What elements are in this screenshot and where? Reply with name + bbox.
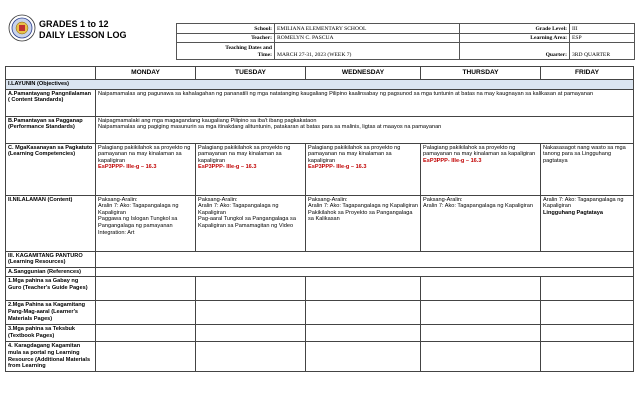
sanggunian-empty [96,267,634,277]
layunin-row [6,80,634,90]
teacher-label: Teacher: [177,33,275,43]
gabay-row [6,277,634,301]
empty-cell [196,277,306,301]
dll-title [39,19,127,41]
empty-cell [96,277,196,301]
kasanayan-tuesday [196,143,306,195]
nilalaman-label: II.NILALAMAN (Content) [6,195,96,251]
nilalaman-wednesday [306,195,421,251]
empty-cell [306,277,421,301]
competency-code: EsP3PPP- IIIe-g – 16.3 [308,164,367,171]
day-thursday: THURSDAY [421,67,541,80]
info-table [176,23,635,60]
grade-label: Grade Level: [460,24,570,34]
school-label: School: [177,24,275,34]
pagganap-text [96,116,634,143]
nilalaman-row [6,195,634,251]
kasanayan-text: Palagiang pakikilahok sa proyekto ng pamayanan na may kinalaman sa kapaligiran [198,144,291,164]
kagamitang-row [6,251,634,267]
kasanayan-thursday [421,143,541,195]
empty-cell [96,301,196,325]
nilalaman-line: Aralin 7: Ako: Tagapangalaga ng Kapaligiran [198,203,279,216]
quarter-value: 3RD QUARTER [570,43,635,60]
dates-label-1: Teaching Dates and [225,45,272,51]
title-line-2: DAILY LESSON LOG [39,30,127,40]
area-value: ESP [570,33,635,43]
header [0,0,638,66]
kasanayan-wednesday [306,143,421,195]
empty-cell [421,342,541,372]
deped-seal-icon [8,14,36,42]
kagamitang-mag-label: 2.Mga Pahina sa Kagamitang Pang-Mag-aaral (Learner's Materials Pages) [6,301,96,325]
empty-cell [306,342,421,372]
day-tuesday: TUESDAY [196,67,306,80]
nilalaman-thursday [421,195,541,251]
nilalaman-line: Paksang-Aralin: [98,196,138,203]
kasanayan-text: Palagiang pakikilahok sa proyekto ng pamayanan na may kinalaman sa kapaligiran [98,144,191,164]
dates-label-2: Time: [257,52,272,58]
empty-cell [96,342,196,372]
empty-cell [196,342,306,372]
nilalaman-line: Pakikilahok sa Proyekto sa Pangangalaga sa Kalikasan [308,209,413,223]
dates-value: MARCH 27-31, 2023 (WEEK 7) [275,43,460,60]
grade-value: III [570,24,635,34]
nilalaman-friday [541,195,634,251]
teksbuk-row [6,325,634,342]
empty-cell [421,277,541,301]
nilalaman-line: Aralin 7: Ako: Tagapangalaga ng Kapaligiran [543,196,624,210]
teacher-value: ROMELYN C. PASCUA [275,33,460,43]
empty-cell [196,301,306,325]
pagganap-text-2: Naipamamalas ang pagiging masunurin sa mga itinakdang alituntunin, patakaran at batas para sa malinis, ligtas at maayos na pamayanan [98,124,442,131]
nilalaman-line: Aralin 7: Ako: Tagapangalaga ng Kapaligiran [98,203,179,216]
day-monday: MONDAY [96,67,196,80]
pamantayang-row [6,89,634,116]
pagganap-row [6,116,634,143]
kagamitang-mag-row [6,301,634,325]
lesson-log-table [5,66,634,372]
pagganap-label: B.Pamantayan sa Pagganap (Performance Standards) [6,116,96,143]
empty-cell [96,325,196,342]
competency-code: EsP3PPP- IIIe-g – 16.3 [423,157,482,164]
empty-cell [541,277,634,301]
kasanayan-text: Nakasasagot nang wasto sa mga tanong para sa Lingguhang pagtataya [543,144,626,164]
pamantayang-text: Naipamamalas ang pagunawa sa kahalagahan ng pananatili ng mga natatanging kaugaliang Pilipino kaalinsabay ng pagsunod sa mga tuntunin at batas na may kaugnayan sa kalikasan at pamayanan [96,89,634,116]
nilalaman-line: Aralin 7: Ako: Tagapangalaga ng Kapaligiran [308,203,418,210]
kasanayan-monday [96,143,196,195]
title-line-1: GRADES 1 to 12 [39,19,109,29]
day-friday: FRIDAY [541,67,634,80]
empty-cell [421,301,541,325]
quarter-label: Quarter: [460,43,570,60]
sanggunian-label: A.Sanggunian (References) [6,267,96,277]
empty-cell [541,342,634,372]
kasanayan-row [6,143,634,195]
kasanayan-text: Palagiang pakikilahok sa proyekto ng pamayanan na may kinalaman sa kapaligiran [308,144,401,164]
empty-cell [541,325,634,342]
kagamitang-label: III. KAGAMITANG PANTURO (Learning Resources) [6,251,96,267]
kasanayan-friday [541,143,634,195]
empty-cell [421,325,541,342]
empty-cell [196,325,306,342]
pagganap-text-1: Naipagmamalaki ang mga magagandang kaugaliang Pilipino sa iba't ibang pagkakataon [98,117,317,124]
teksbuk-label: 3.Mga pahina sa Teksbuk (Textbook Pages) [6,325,96,342]
dates-label [177,43,275,60]
karagdagang-row [6,342,634,372]
nilalaman-line: Pag-aaral Tungkol sa Pangangalaga sa Kapaligiran sa Pamamagitan ng Video [198,216,296,229]
nilalaman-line: Paksang-Aralin: [308,196,348,203]
nilalaman-tuesday [196,195,306,251]
corner-cell [6,67,96,80]
layunin-label: I.LAYUNIN (Objectives) [6,80,634,90]
nilalaman-line: Paksang-Aralin: [198,196,238,203]
gabay-label: 1.Mga pahina sa Gabay ng Guro (Teacher's Guide Pages) [6,277,96,301]
pamantayang-label: A.Pamantayang Pangnilalaman ( Content Standards) [6,89,96,116]
day-wednesday: WEDNESDAY [306,67,421,80]
competency-code: EsP3PPP- IIIe-g – 16.3 [198,164,257,171]
nilalaman-line: Paggawa ng Islogan Tungkol sa Pangangalaga ng pamayanan Integration: Art [98,216,178,236]
karagdagang-label: 4. Karagdagang Kagamitan mula sa portal ng Learning Resource (Additional Materials from Learning [6,342,96,372]
kasanayan-label: C. MgaKasanayan sa Pagkatuto (Learning Competencies) [6,143,96,195]
kagamitang-empty [96,251,634,267]
empty-cell [306,301,421,325]
days-header-row [6,67,634,80]
sanggunian-row [6,267,634,277]
nilalaman-monday [96,195,196,251]
kasanayan-text: Palagiang pakikilahok sa proyekto ng pamayanan na may kinalaman sa kapaligiran [423,144,536,158]
school-value: EMILIANA ELEMENTARY SCHOOL [275,24,460,34]
nilalaman-line: Lingguhang Pagtataya [543,209,603,216]
empty-cell [306,325,421,342]
empty-cell [541,301,634,325]
area-label: Learning Area: [460,33,570,43]
nilalaman-line: Aralin 7: Ako: Tagapangalaga ng Kapaligiran [423,203,533,210]
competency-code: EsP3PPP- IIIe-g – 16.3 [98,164,157,171]
nilalaman-line: Paksang-Aralin: [423,196,463,203]
